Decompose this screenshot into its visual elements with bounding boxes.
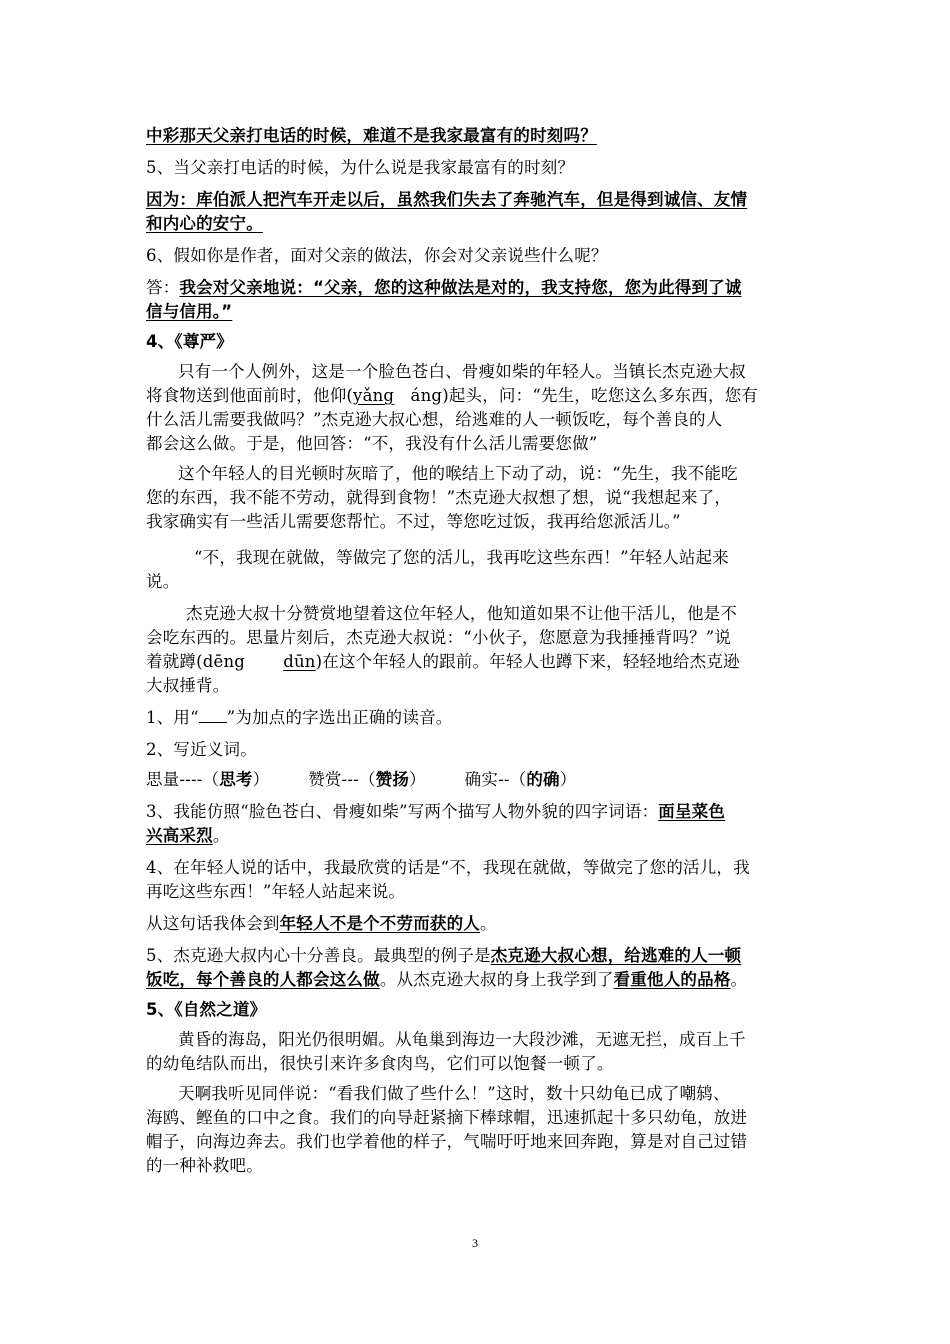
text-segment: 思量----（ [146, 770, 220, 789]
underline-blank [199, 708, 227, 723]
paragraph-line: 的一种补救吧。 [146, 1156, 263, 1175]
question-6: 6、假如你是作者，面对父亲的做法，你会对父亲说些什么呢？ [146, 246, 608, 265]
question-4: 4、在年轻人说的话中，我最欣赏的话是“不，我现在就做，等做完了您的活儿，我 [146, 858, 750, 877]
paragraph-line: 黄昏的海岛，阳光仍很明媚。从龟巢到海边一大段沙滩，无遮无拦，成百上千 [178, 1030, 746, 1049]
text-segment: ） [252, 770, 270, 789]
text-segment: )起头，问：“先生，吃您这么多东西，您有 [442, 386, 759, 405]
answer-text: 兴高采烈 [146, 826, 213, 845]
answer-line: 因为：库伯派人把汽车开走以后，虽然我们失去了奔驰汽车，但是得到诚信、友情 [146, 190, 748, 209]
text-segment: ） [559, 770, 577, 789]
answer-text: 饭吃，每个善良的人都会这么做 [146, 970, 380, 989]
pinyin-option: yǎng [353, 386, 395, 405]
text-segment: )在这个年轻人的跟前。年轻人也蹲下来，轻轻地给杰克逊 [315, 652, 740, 671]
answer-line: 和内心的安宁。 [146, 214, 263, 233]
synonym-row [146, 769, 576, 791]
paragraph-line: 的幼龟结队而出，很快引来许多食肉鸟，它们可以饱餐一顿了。 [146, 1054, 614, 1073]
synonym-answer: 思考 [219, 770, 253, 789]
answer-prefix: 答： [146, 278, 180, 297]
pinyin-option: áng [410, 386, 443, 405]
answer-text: 杰克逊大叔心想，给逃难的人一顿 [490, 946, 742, 965]
text-segment: 。从杰克逊大叔的身上我学到了 [379, 970, 614, 989]
text-segment: 赞赏---（ [308, 770, 376, 789]
paragraph-line: 我家确实有一些活儿需要您帮忙。不过，等您吃过饭，我再给您派活儿。” [146, 512, 681, 531]
answer-line: 信与信用。” [146, 302, 233, 321]
text-segment: 从这句话我体会到 [146, 914, 280, 933]
paragraph-line: 只有一个人例外，这是一个脸色苍白、骨瘦如柴的年轻人。当镇长杰克逊大叔 [178, 362, 746, 381]
answer-text: 我会对父亲地说：“父亲，您的这种做法是对的，我支持您，您为此得到了诚 [179, 278, 742, 297]
paragraph-line: 海鸥、鲣鱼的口中之食。我们的向导赶紧摘下棒球帽，迅速抓起十多只幼龟，放进 [146, 1108, 748, 1127]
question-5: 5、当父亲打电话的时候，为什么说是我家最富有的时刻？ [146, 158, 575, 177]
answer-text: 年轻人不是个不劳而获的人 [279, 914, 481, 933]
paragraph-line [146, 385, 758, 407]
text-segment: 3、我能仿照“脸色苍白、骨瘦如柴”写两个描写人物外貌的四字词语： [146, 802, 659, 821]
paragraph-line: 说。 [146, 572, 180, 591]
paragraph-line: 大叔捶背。 [146, 676, 230, 695]
text-segment: 1、用“ [146, 708, 199, 727]
text-segment: 着就蹲( [146, 652, 203, 671]
paragraph-line: 都会这么做。于是，他回答：“不，我没有什么活儿需要您做” [146, 434, 598, 453]
text-segment: 将食物送到他面前时，他仰( [146, 386, 354, 405]
paragraph-line: 这个年轻人的目光顿时灰暗了，他的喉结上下动了动，说：“先生，我不能吃 [178, 464, 738, 483]
paragraph-line: 会吃东西的。思量片刻后，杰克逊大叔说：“小伙子，您愿意为我捶捶背吗？”说 [146, 628, 732, 647]
page-number: 3 [472, 1236, 478, 1250]
section-heading: 5、《自然之道》 [146, 1000, 267, 1019]
paragraph-line [146, 651, 740, 673]
question-5 [146, 945, 741, 967]
question-4-cont: 再吃这些东西！”年轻人站起来说。 [146, 882, 406, 901]
answer-line [146, 277, 742, 299]
text-segment: 。 [730, 970, 748, 989]
text-segment: 确实--（ [464, 770, 527, 789]
paragraph-line: 帽子，向海边奔去。我们也学着他的样子，气喘吁吁地来回奔跑，算是对自己过错 [146, 1132, 748, 1151]
text-segment: 5、杰克逊大叔内心十分善良。最典型的例子是 [146, 946, 491, 965]
text-segment: ”为加点的字选出正确的读音。 [226, 708, 453, 727]
paragraph-line: 您的东西，我不能不劳动，就得到食物！”杰克逊大叔想了想，说“我想起来了， [146, 488, 732, 507]
question-5-cont [146, 969, 747, 991]
text-segment: 。 [480, 914, 497, 933]
question-3-cont [146, 825, 230, 847]
question-1 [146, 707, 452, 729]
question-3 [146, 801, 725, 823]
paragraph-line: 什么活儿需要我做吗？”杰克逊大叔心想，给逃难的人一顿饭吃，每个善良的人 [146, 410, 723, 429]
paragraph-line: “不，我现在就做，等做完了您的活儿，我再吃这些东西！”年轻人站起来 [194, 548, 729, 567]
text-segment: ） [409, 770, 426, 789]
answer-text: 面呈菜色 [658, 802, 726, 821]
synonym-answer: 赞扬 [375, 770, 410, 789]
text-segment: 。 [212, 826, 230, 845]
pinyin-option: dēng [202, 652, 246, 671]
paragraph-line: 天啊我听见同伴说：“看我们做了些什么！”这时，数十只幼龟已成了嘲鸫、 [178, 1084, 730, 1103]
synonym-answer: 的确 [526, 770, 560, 789]
question-4-answer [146, 913, 497, 935]
answer-line: 中彩那天父亲打电话的时候，难道不是我家最富有的时刻吗？ [146, 126, 597, 145]
paragraph-line: 杰克逊大叔十分赞赏地望着这位年轻人，他知道如果不让他干活儿，他是不 [186, 604, 738, 623]
pinyin-option: dūn [283, 652, 316, 671]
answer-text: 看重他人的品格 [613, 970, 731, 989]
section-heading: 4、《尊严》 [146, 332, 233, 351]
question-2: 2、写近义词。 [146, 740, 257, 759]
